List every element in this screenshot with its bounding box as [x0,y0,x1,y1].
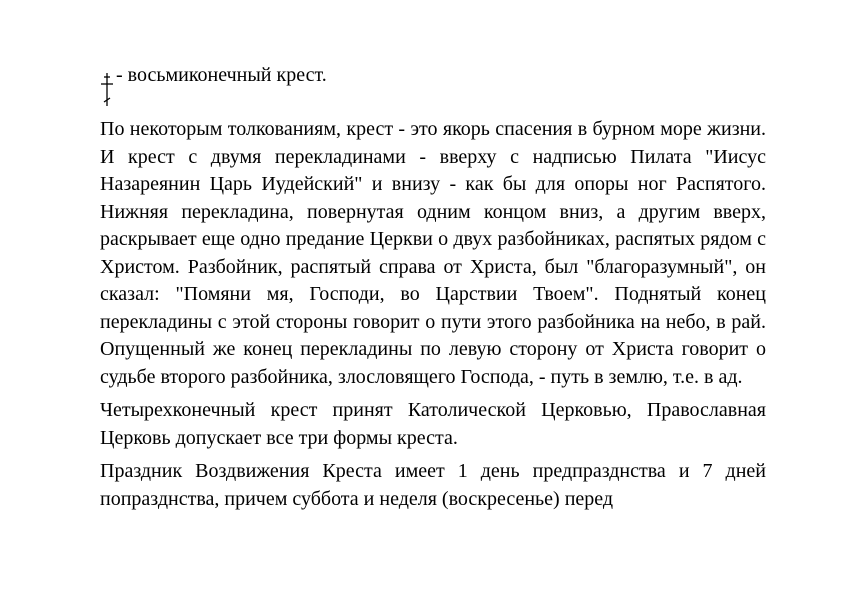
cross-caption-text: - восьмиконечный крест. [116,64,327,86]
paragraph-feast: Праздник Воздвижения Креста имеет 1 день предпразднства и 7 дней попразднства, причем суббота и неделя (воскресенье) перед [100,460,766,510]
cross-caption-line [100,56,766,108]
paragraph-church-forms: Четырехконечный крест принят Католической Церковью, Православная Церковь допускает все три формы креста. [100,399,766,449]
orthodox-cross-icon [100,72,114,108]
paragraph-cross-meaning: По некоторым толкованиям, крест - это якорь спасения в бурном море жизни. И крест с двумя перекладинами - вверху с надписью Пилата "Иисус Назареянин Царь Иудейский" и внизу - как бы для опоры ног Распятого. Нижняя перекладина, повернутая одним концом вниз, а другим вверх, раскрывает еще одно предание Церкви о двух разбойниках, распятых рядом с Христом. Разбойник, распятый справа от Христа, был "благоразумный", он сказал: "Помяни мя, Господи, во Царствии Твоем". Поднятый конец перекладины с этой стороны говорит о пути этого разбойника на небо, в рай. Опущенный же конец перекладины по левую сторону от Христа говорит о судьбе второго разбойника, злословящего Господа, - путь в землю, т.е. в ад. [100,118,766,388]
document-page [100,56,766,519]
